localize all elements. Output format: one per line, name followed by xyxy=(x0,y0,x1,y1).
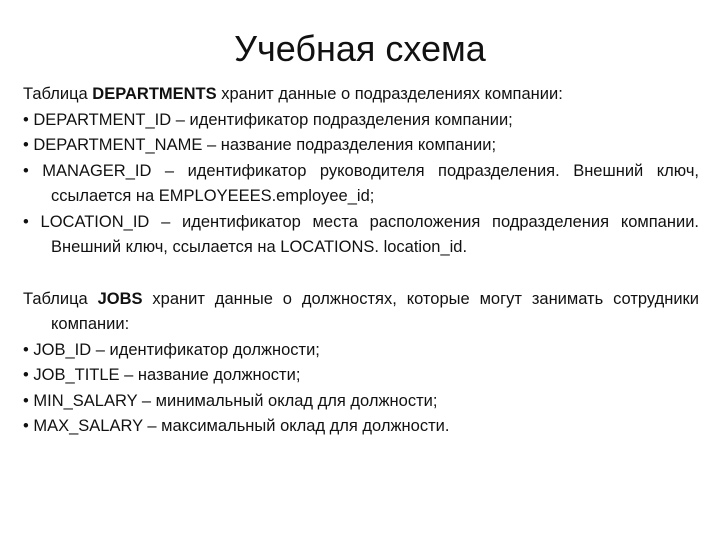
departments-intro xyxy=(23,82,699,108)
jobs-item-job-id: • JOB_ID – идентификатор должности; xyxy=(23,340,320,359)
jobs-intro-prefix: Таблица xyxy=(23,289,98,308)
departments-intro-suffix: хранит данные о подразделениях компании: xyxy=(216,85,563,103)
paragraph-gap xyxy=(23,261,699,287)
slide-body xyxy=(23,82,699,440)
jobs-intro xyxy=(23,287,699,338)
jobs-item-max-salary: • MAX_SALARY – максимальный оклад для должности. xyxy=(23,417,450,435)
departments-item-department-name: • DEPARTMENT_NAME – название подразделения компании; xyxy=(23,136,497,154)
departments-intro-prefix: Таблица xyxy=(23,85,93,103)
departments-item-location-id: • LOCATION_ID – идентификатор места расположения подразделения компании. Внешний ключ, ссылается на LOCATIONS. location_id. xyxy=(23,212,699,256)
jobs-item-job-title: • JOB_TITLE – название должности; xyxy=(23,366,301,384)
jobs-table-name: JOBS xyxy=(97,289,143,308)
departments-table-name: DEPARTMENTS xyxy=(92,85,217,103)
departments-item-department-id: • DEPARTMENT_ID – идентификатор подразделения компании; xyxy=(23,110,513,129)
jobs-intro-suffix: хранит данные о должностях, которые могут занимать сотрудники компании: xyxy=(51,289,699,333)
jobs-item-min-salary: • MIN_SALARY – минимальный оклад для должности; xyxy=(23,391,438,410)
slide-title: Учебная схема xyxy=(234,28,486,69)
departments-item-manager-id: • MANAGER_ID – идентификатор руководителя подразделения. Внешний ключ, ссылается на EMPLOYEEES.employee_id; xyxy=(23,161,699,205)
